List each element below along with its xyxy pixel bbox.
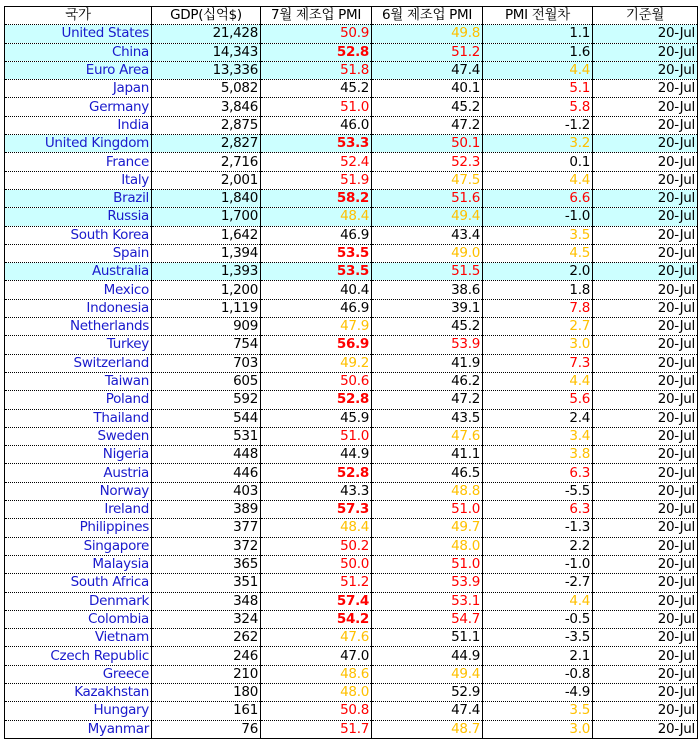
table-row — [5, 720, 698, 738]
jun-pmi-cell[interactable]: 43.4 — [372, 226, 483, 244]
pmi-diff-cell[interactable]: 3.8 — [483, 446, 593, 464]
table-row — [5, 281, 698, 299]
header-jun-pmi[interactable]: 6월 제조업 PMI — [372, 7, 483, 25]
jul-pmi-cell[interactable]: 48.4 — [261, 208, 372, 226]
jul-pmi-cell[interactable]: 50.2 — [261, 537, 372, 555]
country-cell[interactable]: Nigeria — [5, 446, 152, 464]
jun-pmi-cell[interactable]: 47.4 — [372, 61, 483, 79]
table-row — [5, 171, 698, 189]
jul-pmi-cell[interactable]: 47.6 — [261, 629, 372, 647]
jun-pmi-cell[interactable]: 53.1 — [372, 592, 483, 610]
gdp-cell[interactable]: 703 — [152, 354, 261, 372]
gdp-cell[interactable]: 2,875 — [152, 116, 261, 134]
table-row — [5, 482, 698, 500]
base-month-cell[interactable]: 20-Jul — [593, 226, 698, 244]
gdp-cell[interactable]: 21,428 — [152, 25, 261, 43]
pmi-diff-cell[interactable]: -3.5 — [483, 629, 593, 647]
gdp-cell[interactable]: 389 — [152, 501, 261, 519]
base-month-cell[interactable]: 20-Jul — [593, 263, 698, 281]
pmi-diff-cell[interactable]: 5.8 — [483, 98, 593, 116]
base-month-cell[interactable]: 20-Jul — [593, 555, 698, 573]
jul-pmi-cell[interactable]: 46.9 — [261, 299, 372, 317]
pmi-diff-cell[interactable]: 4.4 — [483, 592, 593, 610]
base-month-cell[interactable]: 20-Jul — [593, 336, 698, 354]
table-row — [5, 354, 698, 372]
jul-pmi-cell[interactable]: 46.9 — [261, 226, 372, 244]
base-month-cell[interactable]: 20-Jul — [593, 482, 698, 500]
base-month-cell[interactable]: 20-Jul — [593, 80, 698, 98]
pmi-diff-cell[interactable]: -1.3 — [483, 519, 593, 537]
jul-pmi-cell[interactable]: 46.0 — [261, 116, 372, 134]
table-row — [5, 610, 698, 628]
country-cell[interactable]: Japan — [5, 80, 152, 98]
gdp-cell[interactable]: 592 — [152, 391, 261, 409]
country-cell[interactable]: Kazakhstan — [5, 683, 152, 701]
table-row — [5, 153, 698, 171]
gdp-cell[interactable]: 2,827 — [152, 135, 261, 153]
table-row — [5, 80, 698, 98]
base-month-cell[interactable]: 20-Jul — [593, 537, 698, 555]
gdp-cell[interactable]: 1,642 — [152, 226, 261, 244]
gdp-cell[interactable]: 14,343 — [152, 43, 261, 61]
table-row — [5, 592, 698, 610]
gdp-cell[interactable]: 605 — [152, 372, 261, 390]
jun-pmi-cell[interactable]: 51.1 — [372, 629, 483, 647]
country-cell[interactable]: Indonesia — [5, 299, 152, 317]
jun-pmi-cell[interactable]: 54.7 — [372, 610, 483, 628]
jun-pmi-cell[interactable]: 46.2 — [372, 372, 483, 390]
base-month-cell[interactable]: 20-Jul — [593, 281, 698, 299]
country-cell[interactable]: Brazil — [5, 189, 152, 207]
jun-pmi-cell[interactable]: 43.5 — [372, 409, 483, 427]
gdp-cell[interactable]: 446 — [152, 464, 261, 482]
jul-pmi-cell[interactable]: 58.2 — [261, 189, 372, 207]
country-cell[interactable]: Singapore — [5, 537, 152, 555]
pmi-diff-cell[interactable]: 7.8 — [483, 299, 593, 317]
pmi-diff-cell[interactable]: 4.4 — [483, 372, 593, 390]
country-cell[interactable]: China — [5, 43, 152, 61]
pmi-diff-cell[interactable]: 2.4 — [483, 409, 593, 427]
jun-pmi-cell[interactable]: 53.9 — [372, 574, 483, 592]
table-row — [5, 244, 698, 262]
header-base-month[interactable]: 기준월 — [593, 7, 698, 25]
gdp-cell[interactable]: 403 — [152, 482, 261, 500]
gdp-cell[interactable]: 372 — [152, 537, 261, 555]
gdp-cell[interactable]: 1,119 — [152, 299, 261, 317]
country-cell[interactable]: Australia — [5, 263, 152, 281]
pmi-diff-cell[interactable]: 4.5 — [483, 244, 593, 262]
table-row — [5, 702, 698, 720]
table-row — [5, 446, 698, 464]
jun-pmi-cell[interactable]: 52.3 — [372, 153, 483, 171]
table-body — [5, 25, 698, 739]
base-month-cell[interactable]: 20-Jul — [593, 189, 698, 207]
gdp-cell[interactable]: 1,393 — [152, 263, 261, 281]
pmi-diff-cell[interactable]: -1.0 — [483, 555, 593, 573]
table-row — [5, 318, 698, 336]
jul-pmi-cell[interactable]: 53.5 — [261, 244, 372, 262]
jun-pmi-cell[interactable]: 51.2 — [372, 43, 483, 61]
table-row — [5, 336, 698, 354]
jul-pmi-cell[interactable]: 49.2 — [261, 354, 372, 372]
jul-pmi-cell[interactable]: 47.9 — [261, 318, 372, 336]
base-month-cell[interactable]: 20-Jul — [593, 391, 698, 409]
base-month-cell[interactable]: 20-Jul — [593, 702, 698, 720]
jul-pmi-cell[interactable]: 51.2 — [261, 574, 372, 592]
base-month-cell[interactable]: 20-Jul — [593, 464, 698, 482]
table-row — [5, 683, 698, 701]
country-cell[interactable]: South Africa — [5, 574, 152, 592]
table-row — [5, 501, 698, 519]
base-month-cell[interactable]: 20-Jul — [593, 372, 698, 390]
base-month-cell[interactable]: 20-Jul — [593, 318, 698, 336]
jun-pmi-cell[interactable]: 38.6 — [372, 281, 483, 299]
country-cell[interactable]: India — [5, 116, 152, 134]
pmi-diff-cell[interactable]: 3.0 — [483, 336, 593, 354]
pmi-diff-cell[interactable]: 4.4 — [483, 61, 593, 79]
pmi-diff-cell[interactable]: 1.6 — [483, 43, 593, 61]
table-row — [5, 43, 698, 61]
base-month-cell[interactable]: 20-Jul — [593, 409, 698, 427]
pmi-diff-cell[interactable]: 4.4 — [483, 171, 593, 189]
gdp-cell[interactable]: 544 — [152, 409, 261, 427]
gdp-cell[interactable]: 365 — [152, 555, 261, 573]
country-cell[interactable]: South Korea — [5, 226, 152, 244]
pmi-diff-cell[interactable]: 2.2 — [483, 537, 593, 555]
jun-pmi-cell[interactable]: 51.6 — [372, 189, 483, 207]
gdp-cell[interactable]: 5,082 — [152, 80, 261, 98]
jun-pmi-cell[interactable]: 50.1 — [372, 135, 483, 153]
country-cell[interactable]: Taiwan — [5, 372, 152, 390]
jul-pmi-cell[interactable]: 44.9 — [261, 446, 372, 464]
base-month-cell[interactable]: 20-Jul — [593, 135, 698, 153]
jun-pmi-cell[interactable]: 52.9 — [372, 683, 483, 701]
jun-pmi-cell[interactable]: 40.1 — [372, 80, 483, 98]
pmi-diff-cell[interactable]: 3.0 — [483, 720, 593, 738]
jun-pmi-cell[interactable]: 48.0 — [372, 537, 483, 555]
pmi-diff-cell[interactable]: -0.8 — [483, 665, 593, 683]
gdp-cell[interactable]: 161 — [152, 702, 261, 720]
gdp-cell[interactable]: 754 — [152, 336, 261, 354]
country-cell[interactable]: Ireland — [5, 501, 152, 519]
jun-pmi-cell[interactable]: 39.1 — [372, 299, 483, 317]
jun-pmi-cell[interactable]: 48.7 — [372, 720, 483, 738]
country-cell[interactable]: Philippines — [5, 519, 152, 537]
gdp-cell[interactable]: 13,336 — [152, 61, 261, 79]
jun-pmi-cell[interactable]: 51.0 — [372, 501, 483, 519]
base-month-cell[interactable]: 20-Jul — [593, 574, 698, 592]
jun-pmi-cell[interactable]: 48.8 — [372, 482, 483, 500]
jul-pmi-cell[interactable]: 45.2 — [261, 80, 372, 98]
country-cell[interactable]: Myanmar — [5, 720, 152, 738]
jun-pmi-cell[interactable]: 49.4 — [372, 665, 483, 683]
jun-pmi-cell[interactable]: 51.5 — [372, 263, 483, 281]
base-month-cell[interactable]: 20-Jul — [593, 683, 698, 701]
jun-pmi-cell[interactable]: 47.4 — [372, 702, 483, 720]
table-row — [5, 537, 698, 555]
pmi-table — [4, 6, 698, 739]
pmi-diff-cell[interactable]: 3.5 — [483, 226, 593, 244]
header-jul-pmi[interactable]: 7월 제조업 PMI — [261, 7, 372, 25]
jul-pmi-cell[interactable]: 48.4 — [261, 519, 372, 537]
gdp-cell[interactable]: 531 — [152, 427, 261, 445]
table-row — [5, 464, 698, 482]
gdp-cell[interactable]: 210 — [152, 665, 261, 683]
pmi-diff-cell[interactable]: 0.1 — [483, 153, 593, 171]
jun-pmi-cell[interactable]: 44.9 — [372, 647, 483, 665]
country-cell[interactable]: France — [5, 153, 152, 171]
table-row — [5, 427, 698, 445]
jul-pmi-cell[interactable]: 51.0 — [261, 98, 372, 116]
table-row — [5, 226, 698, 244]
table-row — [5, 189, 698, 207]
table-row — [5, 61, 698, 79]
pmi-diff-cell[interactable]: -2.7 — [483, 574, 593, 592]
gdp-cell[interactable]: 2,716 — [152, 153, 261, 171]
jun-pmi-cell[interactable]: 47.2 — [372, 116, 483, 134]
country-cell[interactable]: Netherlands — [5, 318, 152, 336]
pmi-diff-cell[interactable]: -1.0 — [483, 208, 593, 226]
jul-pmi-cell[interactable]: 51.8 — [261, 61, 372, 79]
jul-pmi-cell[interactable]: 47.0 — [261, 647, 372, 665]
country-cell[interactable]: Vietnam — [5, 629, 152, 647]
jul-pmi-cell[interactable]: 54.2 — [261, 610, 372, 628]
country-cell[interactable]: Switzerland — [5, 354, 152, 372]
table-row — [5, 555, 698, 573]
jun-pmi-cell[interactable]: 47.6 — [372, 427, 483, 445]
jun-pmi-cell[interactable]: 41.1 — [372, 446, 483, 464]
country-cell[interactable]: United States — [5, 25, 152, 43]
jul-pmi-cell[interactable]: 52.8 — [261, 391, 372, 409]
jul-pmi-cell[interactable]: 50.6 — [261, 372, 372, 390]
table-row — [5, 647, 698, 665]
table-row — [5, 208, 698, 226]
gdp-cell[interactable]: 348 — [152, 592, 261, 610]
base-month-cell[interactable]: 20-Jul — [593, 208, 698, 226]
jun-pmi-cell[interactable]: 51.0 — [372, 555, 483, 573]
country-cell[interactable]: Mexico — [5, 281, 152, 299]
jun-pmi-cell[interactable]: 49.0 — [372, 244, 483, 262]
jul-pmi-cell[interactable]: 50.8 — [261, 702, 372, 720]
country-cell[interactable]: Denmark — [5, 592, 152, 610]
jul-pmi-cell[interactable]: 52.8 — [261, 464, 372, 482]
pmi-diff-cell[interactable]: 5.6 — [483, 391, 593, 409]
base-month-cell[interactable]: 20-Jul — [593, 25, 698, 43]
base-month-cell[interactable]: 20-Jul — [593, 43, 698, 61]
country-cell[interactable]: Czech Republic — [5, 647, 152, 665]
jul-pmi-cell[interactable]: 51.7 — [261, 720, 372, 738]
country-cell[interactable]: Greece — [5, 665, 152, 683]
jul-pmi-cell[interactable]: 45.9 — [261, 409, 372, 427]
table-row — [5, 574, 698, 592]
gdp-cell[interactable]: 448 — [152, 446, 261, 464]
table-row — [5, 665, 698, 683]
jun-pmi-cell[interactable]: 49.8 — [372, 25, 483, 43]
country-cell[interactable]: Spain — [5, 244, 152, 262]
jun-pmi-cell[interactable]: 46.5 — [372, 464, 483, 482]
pmi-diff-cell[interactable]: -0.5 — [483, 610, 593, 628]
country-cell[interactable]: Poland — [5, 391, 152, 409]
country-cell[interactable]: Euro Area — [5, 61, 152, 79]
jul-pmi-cell[interactable]: 57.3 — [261, 501, 372, 519]
jun-pmi-cell[interactable]: 53.9 — [372, 336, 483, 354]
country-cell[interactable]: United Kingdom — [5, 135, 152, 153]
pmi-diff-cell[interactable]: 1.8 — [483, 281, 593, 299]
jun-pmi-cell[interactable]: 45.2 — [372, 318, 483, 336]
pmi-diff-cell[interactable]: -1.2 — [483, 116, 593, 134]
pmi-diff-cell[interactable]: 2.1 — [483, 647, 593, 665]
base-month-cell[interactable]: 20-Jul — [593, 501, 698, 519]
jul-pmi-cell[interactable]: 48.0 — [261, 683, 372, 701]
base-month-cell[interactable]: 20-Jul — [593, 98, 698, 116]
gdp-cell[interactable]: 1,700 — [152, 208, 261, 226]
header-pmi-diff[interactable]: PMI 전월차 — [483, 7, 593, 25]
table-row — [5, 519, 698, 537]
jul-pmi-cell[interactable]: 40.4 — [261, 281, 372, 299]
table-row — [5, 409, 698, 427]
country-cell[interactable]: Turkey — [5, 336, 152, 354]
country-cell[interactable]: Austria — [5, 464, 152, 482]
base-month-cell[interactable]: 20-Jul — [593, 244, 698, 262]
jul-pmi-cell[interactable]: 52.4 — [261, 153, 372, 171]
gdp-cell[interactable]: 76 — [152, 720, 261, 738]
base-month-cell[interactable]: 20-Jul — [593, 610, 698, 628]
country-cell[interactable]: Norway — [5, 482, 152, 500]
base-month-cell[interactable]: 20-Jul — [593, 61, 698, 79]
table-row — [5, 98, 698, 116]
gdp-cell[interactable]: 2,001 — [152, 171, 261, 189]
country-cell[interactable]: Malaysia — [5, 555, 152, 573]
pmi-diff-cell[interactable]: 2.7 — [483, 318, 593, 336]
base-month-cell[interactable]: 20-Jul — [593, 446, 698, 464]
country-cell[interactable]: Sweden — [5, 427, 152, 445]
country-cell[interactable]: Thailand — [5, 409, 152, 427]
pmi-diff-cell[interactable]: 3.2 — [483, 135, 593, 153]
table-row — [5, 372, 698, 390]
gdp-cell[interactable]: 246 — [152, 647, 261, 665]
country-cell[interactable]: Colombia — [5, 610, 152, 628]
gdp-cell[interactable]: 909 — [152, 318, 261, 336]
pmi-diff-cell[interactable]: 3.4 — [483, 427, 593, 445]
gdp-cell[interactable]: 180 — [152, 683, 261, 701]
base-month-cell[interactable]: 20-Jul — [593, 153, 698, 171]
table-row — [5, 25, 698, 43]
base-month-cell[interactable]: 20-Jul — [593, 427, 698, 445]
table-row — [5, 263, 698, 281]
base-month-cell[interactable]: 20-Jul — [593, 354, 698, 372]
base-month-cell[interactable]: 20-Jul — [593, 629, 698, 647]
pmi-diff-cell[interactable]: -5.5 — [483, 482, 593, 500]
country-cell[interactable]: Hungary — [5, 702, 152, 720]
base-month-cell[interactable]: 20-Jul — [593, 592, 698, 610]
pmi-diff-cell[interactable]: 5.1 — [483, 80, 593, 98]
pmi-diff-cell[interactable]: 3.5 — [483, 702, 593, 720]
pmi-diff-cell[interactable]: 2.0 — [483, 263, 593, 281]
jul-pmi-cell[interactable]: 48.6 — [261, 665, 372, 683]
jul-pmi-cell[interactable]: 56.9 — [261, 336, 372, 354]
header-country[interactable]: 국가 — [5, 7, 152, 25]
jul-pmi-cell[interactable]: 57.4 — [261, 592, 372, 610]
base-month-cell[interactable]: 20-Jul — [593, 720, 698, 738]
header-row — [5, 7, 698, 25]
pmi-diff-cell[interactable]: 6.6 — [483, 189, 593, 207]
jun-pmi-cell[interactable]: 47.5 — [372, 171, 483, 189]
jun-pmi-cell[interactable]: 45.2 — [372, 98, 483, 116]
gdp-cell[interactable]: 351 — [152, 574, 261, 592]
gdp-cell[interactable]: 1,840 — [152, 189, 261, 207]
base-month-cell[interactable]: 20-Jul — [593, 647, 698, 665]
base-month-cell[interactable]: 20-Jul — [593, 116, 698, 134]
jun-pmi-cell[interactable]: 49.7 — [372, 519, 483, 537]
pmi-diff-cell[interactable]: -4.9 — [483, 683, 593, 701]
jul-pmi-cell[interactable]: 50.0 — [261, 555, 372, 573]
table-row — [5, 391, 698, 409]
gdp-cell[interactable]: 377 — [152, 519, 261, 537]
table-row — [5, 629, 698, 647]
table-row — [5, 116, 698, 134]
jul-pmi-cell[interactable]: 53.5 — [261, 263, 372, 281]
jun-pmi-cell[interactable]: 49.4 — [372, 208, 483, 226]
jul-pmi-cell[interactable]: 53.3 — [261, 135, 372, 153]
gdp-cell[interactable]: 1,200 — [152, 281, 261, 299]
pmi-diff-cell[interactable]: 6.3 — [483, 501, 593, 519]
country-cell[interactable]: Italy — [5, 171, 152, 189]
jul-pmi-cell[interactable]: 51.0 — [261, 427, 372, 445]
jun-pmi-cell[interactable]: 41.9 — [372, 354, 483, 372]
gdp-cell[interactable]: 1,394 — [152, 244, 261, 262]
base-month-cell[interactable]: 20-Jul — [593, 299, 698, 317]
pmi-diff-cell[interactable]: 6.3 — [483, 464, 593, 482]
base-month-cell[interactable]: 20-Jul — [593, 665, 698, 683]
jul-pmi-cell[interactable]: 43.3 — [261, 482, 372, 500]
table-row — [5, 135, 698, 153]
gdp-cell[interactable]: 324 — [152, 610, 261, 628]
country-cell[interactable]: Germany — [5, 98, 152, 116]
gdp-cell[interactable]: 3,846 — [152, 98, 261, 116]
jul-pmi-cell[interactable]: 50.9 — [261, 25, 372, 43]
base-month-cell[interactable]: 20-Jul — [593, 171, 698, 189]
table-row — [5, 299, 698, 317]
country-cell[interactable]: Russia — [5, 208, 152, 226]
pmi-diff-cell[interactable]: 1.1 — [483, 25, 593, 43]
pmi-diff-cell[interactable]: 7.3 — [483, 354, 593, 372]
jul-pmi-cell[interactable]: 52.8 — [261, 43, 372, 61]
gdp-cell[interactable]: 262 — [152, 629, 261, 647]
jun-pmi-cell[interactable]: 47.2 — [372, 391, 483, 409]
base-month-cell[interactable]: 20-Jul — [593, 519, 698, 537]
header-gdp[interactable]: GDP(십억$) — [152, 7, 261, 25]
jul-pmi-cell[interactable]: 51.9 — [261, 171, 372, 189]
